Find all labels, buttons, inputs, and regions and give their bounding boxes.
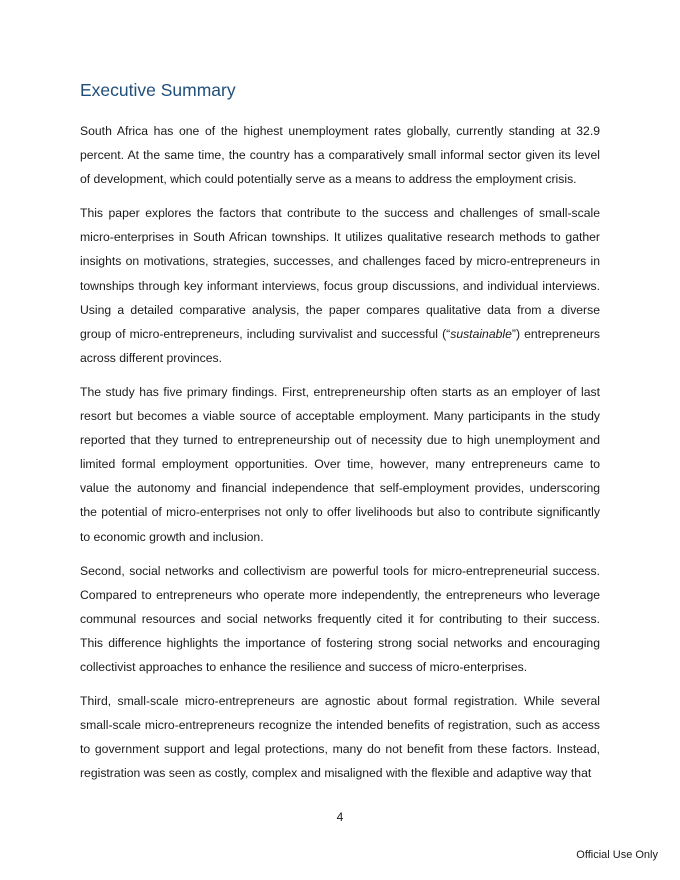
paragraph-2-tail: ”) entrepreneurs across different provinces. bbox=[80, 326, 601, 365]
paragraph-2 bbox=[80, 201, 600, 370]
section-heading: Executive Summary bbox=[80, 80, 236, 100]
paragraph-5: Third, small-scale micro-entrepreneurs are agnostic about formal registration. While several small-scale micro-entrepreneurs recognize the intended benefits of registration, such as access to government support and legal protections, many do not benefit from these factors. Instead, registration was seen as costly, complex and misaligned with the flexible and adaptive way that bbox=[80, 694, 600, 781]
paragraph-3: The study has five primary findings. First, entrepreneurship often starts as an employer of last resort but becomes a viable source of acceptable employment. Many participants in the study reported that they turned to entrepreneurship out of necessity due to high unemployment and limited formal employment opportunities. Over time, however, many entrepreneurs came to value the autonomy and financial independence that self-employment provides, underscoring the potential of micro-enterprises not only to offer livelihoods but also to contribute significantly to economic growth and inclusion. bbox=[80, 384, 600, 544]
section-body bbox=[80, 119, 600, 795]
page-number: 4 bbox=[336, 810, 344, 824]
paragraph-1: South Africa has one of the highest unemployment rates globally, currently standing at 32.9 percent. At the same time, the country has a comparatively small informal sector given its level of development, which could potentially serve as a means to address the employment crisis. bbox=[80, 124, 600, 187]
paragraph-2-emphasis: sustainable bbox=[450, 326, 512, 341]
paragraph-4: Second, social networks and collectivism are powerful tools for micro-entrepreneurial success. Compared to entrepreneurs who operate more independently, the entrepreneurs who leverage communal resources and social networks frequently cited it for contributing to their success. This difference highlights the importance of fostering strong social networks and encouraging collectivist approaches to enhance the resilience and success of micro-enterprises. bbox=[80, 563, 600, 674]
classification-label: Official Use Only bbox=[576, 849, 658, 861]
paragraph-2-text: This paper explores the factors that contribute to the success and challenges of small-scale micro-enterprises in South African townships. It utilizes qualitative research methods to gather insights on motivations, strategies, successes, and challenges faced by micro-entrepreneurs in townships through key informant interviews, focus group discussions, and individual interviews. Using a detailed comparative analysis, the paper compares qualitative data from a diverse group of micro-entrepreneurs, including survivalist and successful (“ bbox=[80, 206, 600, 341]
